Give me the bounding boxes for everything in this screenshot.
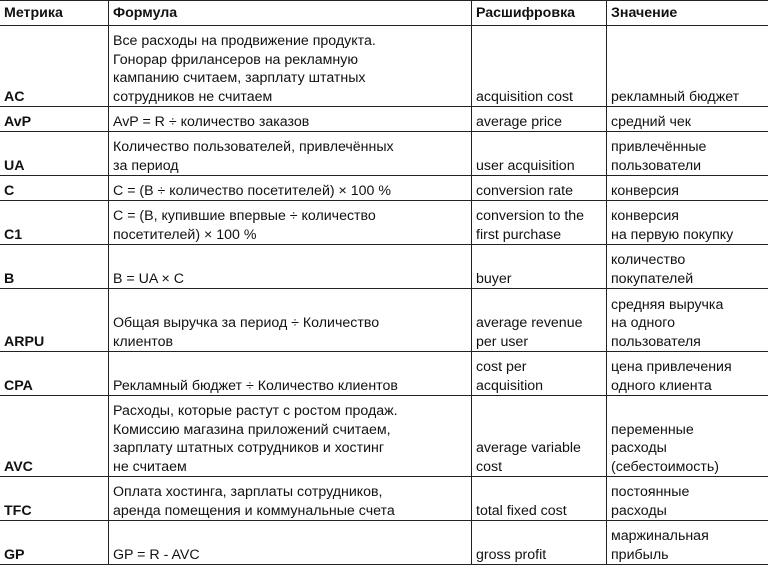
metric-cell: UA: [0, 132, 109, 176]
formula-cell: GP = R - AVC: [109, 521, 472, 565]
header-meaning: Значение: [607, 1, 768, 26]
meaning-cell: рекламный бюджет: [607, 26, 768, 107]
formula-cell: Общая выручка за период ÷ Количество клиентов: [109, 289, 472, 352]
metric-cell: AVC: [0, 396, 109, 477]
table-row: [0, 521, 768, 565]
meaning-cell: привлечённые пользователи: [607, 132, 768, 176]
metric-cell: GP: [0, 521, 109, 565]
table-row: [0, 289, 768, 352]
formula-cell: Количество пользователей, привлечённых за период: [109, 132, 472, 176]
formula-cell: Все расходы на продвижение продукта. Гонорар фрилансеров на рекламную кампанию считаем, зарплату штатных сотрудников не считаем: [109, 26, 472, 107]
decoding-cell: acquisition cost: [472, 26, 607, 107]
meaning-cell: переменные расходы (себестоимость): [607, 396, 768, 477]
table-row: [0, 201, 768, 245]
metric-cell: ARPU: [0, 289, 109, 352]
meaning-cell: конверсия на первую покупку: [607, 201, 768, 245]
meaning-cell: цена привлечения одного клиента: [607, 352, 768, 396]
table-row: [0, 176, 768, 201]
metric-cell: AC: [0, 26, 109, 107]
header-row: [0, 1, 768, 26]
table-row: [0, 396, 768, 477]
table-row: [0, 477, 768, 521]
decoding-cell: buyer: [472, 245, 607, 289]
decoding-cell: conversion to the first purchase: [472, 201, 607, 245]
meaning-cell: средняя выручка на одного пользователя: [607, 289, 768, 352]
meaning-cell: конверсия: [607, 176, 768, 201]
decoding-cell: gross profit: [472, 521, 607, 565]
meaning-cell: маржинальная прибыль: [607, 521, 768, 565]
formula-cell: C = (B, купившие впервые ÷ количество посетителей) × 100 %: [109, 201, 472, 245]
decoding-cell: conversion rate: [472, 176, 607, 201]
decoding-cell: average price: [472, 107, 607, 132]
metric-cell: CPA: [0, 352, 109, 396]
decoding-cell: average revenue per user: [472, 289, 607, 352]
table-row: [0, 132, 768, 176]
formula-cell: Расходы, которые растут с ростом продаж. Комиссию магазина приложений считаем, зарплату штатных сотрудников и хостинг не считаем: [109, 396, 472, 477]
metric-cell: B: [0, 245, 109, 289]
meaning-cell: количество покупателей: [607, 245, 768, 289]
meaning-cell: средний чек: [607, 107, 768, 132]
formula-cell: Рекламный бюджет ÷ Количество клиентов: [109, 352, 472, 396]
decoding-cell: total fixed cost: [472, 477, 607, 521]
decoding-cell: user acquisition: [472, 132, 607, 176]
metric-cell: C1: [0, 201, 109, 245]
formula-cell: B = UA × C: [109, 245, 472, 289]
formula-cell: Оплата хостинга, зарплаты сотрудников, аренда помещения и коммунальные счета: [109, 477, 472, 521]
formula-cell: C = (B ÷ количество посетителей) × 100 %: [109, 176, 472, 201]
table-row: [0, 245, 768, 289]
metric-cell: TFC: [0, 477, 109, 521]
table-row: [0, 26, 768, 107]
metric-cell: C: [0, 176, 109, 201]
header-formula: Формула: [109, 1, 472, 26]
formula-cell: AvP = R ÷ количество заказов: [109, 107, 472, 132]
meaning-cell: постоянные расходы: [607, 477, 768, 521]
metric-cell: AvP: [0, 107, 109, 132]
table-row: [0, 107, 768, 132]
header-metric: Метрика: [0, 1, 109, 26]
decoding-cell: average variable cost: [472, 396, 607, 477]
header-decoding: Расшифровка: [472, 1, 607, 26]
decoding-cell: cost per acquisition: [472, 352, 607, 396]
table-row: [0, 352, 768, 396]
